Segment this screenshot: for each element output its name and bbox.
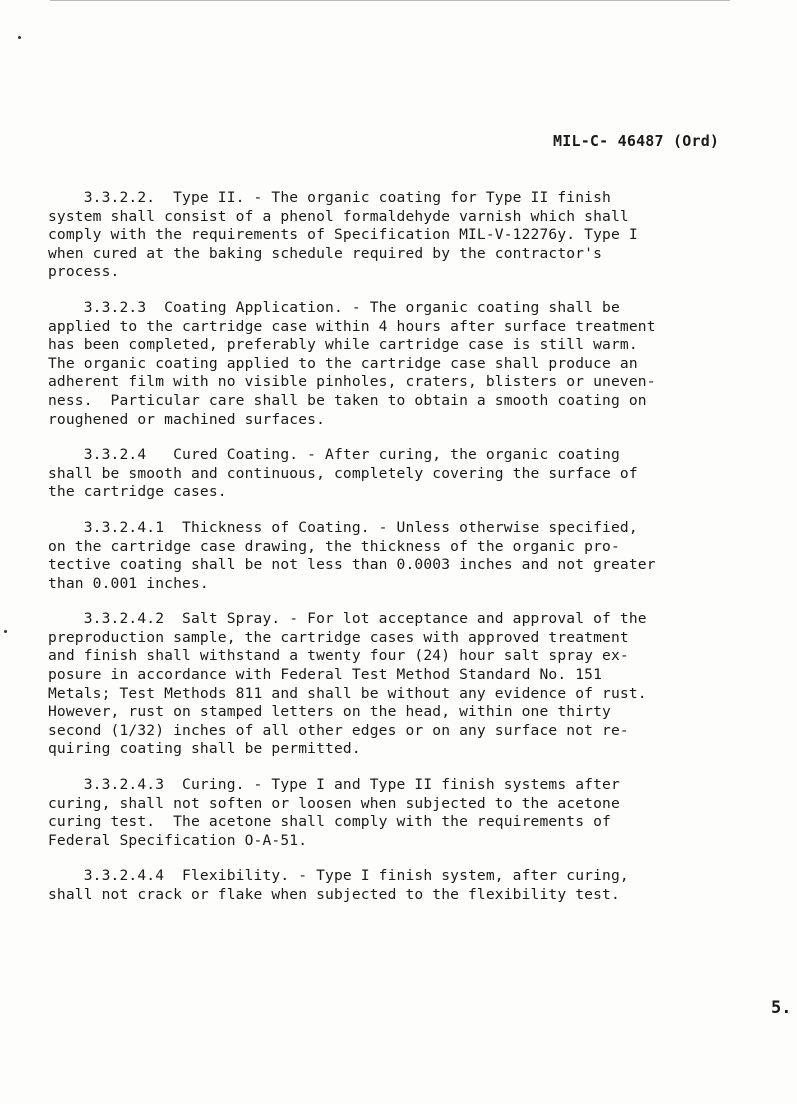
text-line: 3.3.2.4.1 Thickness of Coating. - Unless otherwise specified,	[48, 518, 638, 536]
paragraph-3-3-2-3	[48, 299, 793, 429]
text-line: 3.3.2.2. Type II. - The organic coating for Type II finish	[48, 189, 611, 206]
text-line: roughened or machined surfaces.	[48, 410, 326, 428]
text-line: 3.3.2.4.4 Flexibility. - Type I finish system, after curing,	[48, 867, 629, 885]
scan-speck	[18, 36, 21, 39]
text-line: than 0.001 inches.	[48, 574, 209, 592]
paragraph-3-3-2-4-1	[48, 519, 793, 593]
text-line: 3.3.2.4 Cured Coating. - After curing, the organic coating	[48, 446, 620, 464]
paragraph-3-3-2-4-2	[48, 610, 793, 759]
text-line: when cured at the baking schedule required by the contractor's	[48, 244, 603, 262]
text-line: shall not crack or flake when subjected to the flexibility test.	[48, 886, 620, 903]
page-number: 5.	[771, 998, 792, 1018]
text-line: curing, shall not soften or loosen when subjected to the acetone	[48, 794, 620, 812]
document-id-header: MIL-C- 46487 (Ord)	[553, 132, 720, 150]
page-top-edge	[50, 0, 730, 1]
text-line: shall be smooth and continuous, completely covering the surface of	[48, 464, 638, 482]
text-line: adherent film with no visible pinholes, craters, blisters or uneven-	[48, 373, 656, 391]
text-line: preproduction sample, the cartridge cases with approved treatment	[48, 628, 629, 646]
text-line: on the cartridge case drawing, the thickness of the organic pro-	[48, 537, 620, 555]
paragraph-3-3-2-2	[48, 189, 793, 282]
text-line: and finish shall withstand a twenty four (24) hour salt spray ex-	[48, 647, 629, 665]
text-line: tective coating shall be not less than 0.0003 inches and not greater	[48, 556, 656, 574]
text-line: has been completed, preferably while cartridge case is still warm.	[48, 336, 638, 354]
document-body	[48, 189, 793, 922]
text-line: comply with the requirements of Specification MIL-V-12276y. Type I	[48, 226, 638, 244]
text-line: ness. Particular care shall be taken to obtain a smooth coating on	[48, 391, 647, 409]
text-line: the cartridge cases.	[48, 483, 227, 501]
text-line: system shall consist of a phenol formaldehyde varnish which shall	[48, 207, 629, 225]
scan-speck	[4, 630, 7, 633]
paragraph-3-3-2-4-3	[48, 776, 793, 850]
text-line: applied to the cartridge case within 4 hours after surface treatment	[48, 317, 656, 335]
text-line: The organic coating applied to the cartridge case shall produce an	[48, 354, 638, 372]
text-line: 3.3.2.4.2 Salt Spray. - For lot acceptance and approval of the	[48, 610, 647, 628]
text-line: curing test. The acetone shall comply with the requirements of	[48, 813, 611, 831]
text-line: 3.3.2.4.3 Curing. - Type I and Type II finish systems after	[48, 776, 620, 794]
text-line: second (1/32) inches of all other edges or on any surface not re-	[48, 721, 629, 739]
text-line: quiring coating shall be permitted.	[48, 740, 361, 758]
text-line: However, rust on stamped letters on the head, within one thirty	[48, 703, 611, 721]
text-line: Federal Specification O-A-51.	[48, 831, 308, 849]
text-line: Metals; Test Methods 811 and shall be without any evidence of rust.	[48, 684, 647, 702]
paragraph-3-3-2-4	[48, 446, 793, 502]
paragraph-3-3-2-4-4	[48, 867, 793, 904]
text-line: process.	[48, 263, 120, 281]
text-line: 3.3.2.3 Coating Application. - The organic coating shall be	[48, 298, 620, 316]
text-line: posure in accordance with Federal Test Method Standard No. 151	[48, 666, 603, 684]
